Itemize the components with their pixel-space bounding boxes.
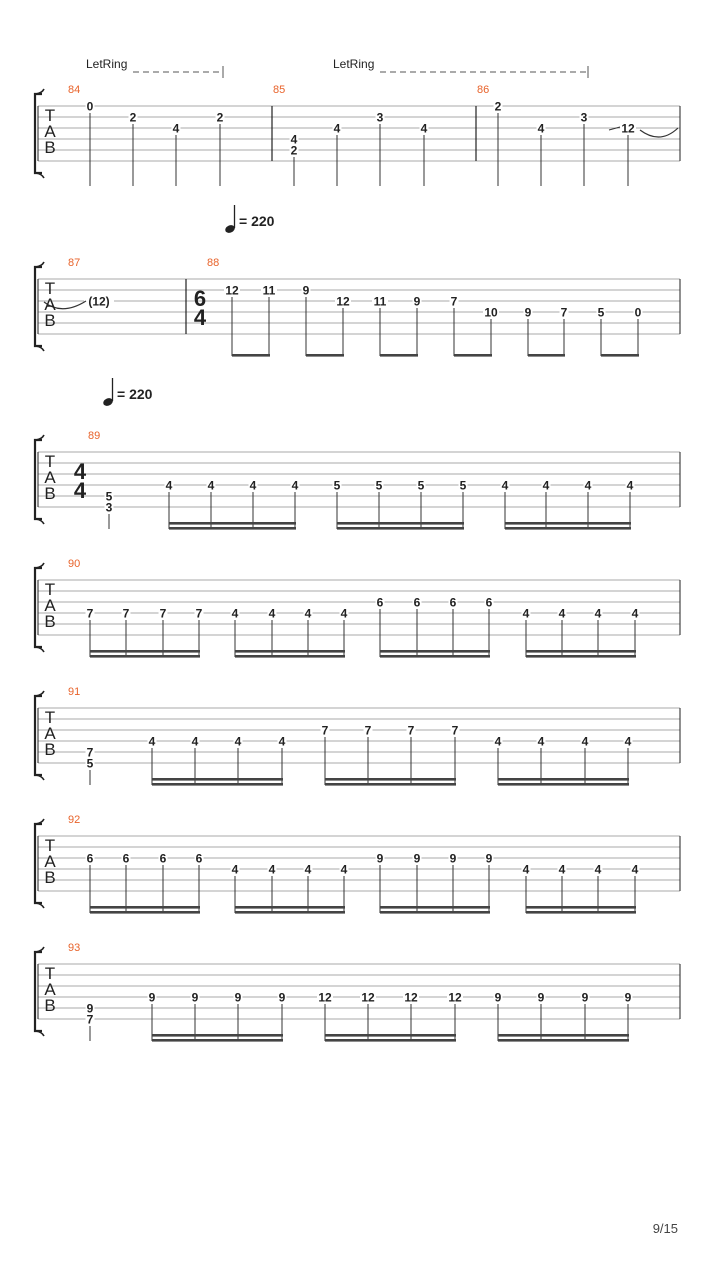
tab-clef-letter: B [44,996,56,1015]
fret-number: 5 [417,478,425,493]
fret-number: 5 [459,478,467,493]
bracket-hook [36,903,44,908]
fret-number: 2 [494,99,502,114]
fret-number: 7 [122,606,130,621]
fret-number: 4 [581,734,589,749]
fret-number: 4 [333,121,341,136]
tab-clef-letter: A [44,980,56,999]
bracket-hook [36,519,44,524]
beam [380,906,490,909]
tab-clef-letter: A [44,724,56,743]
fret-number: 7 [86,606,94,621]
beam [325,1034,456,1037]
bracket-hook [36,262,44,267]
fret-number: 4 [624,734,632,749]
staff-system-6 [35,819,680,914]
fret-number: 4 [631,606,639,621]
let-ring-label: LetRing [86,57,128,71]
bracket-hook [36,647,44,652]
fret-number: 7 [560,305,568,320]
bracket-hook [36,819,44,824]
fret-number: 6 [413,595,421,610]
beam [337,522,464,525]
tab-clef-letter: B [44,740,56,759]
beam [380,354,418,357]
beam [152,1039,283,1042]
fret-number: 4 [172,121,180,136]
tab-clef-letter: T [44,452,56,471]
fret-number: 4 [231,862,239,877]
bar-number: 91 [68,686,81,698]
tab-clef-letter: B [44,311,56,330]
tab-clef-letter: T [44,836,56,855]
beam [169,527,296,530]
bracket-hook [36,435,44,440]
fret-number: 12 [225,283,239,298]
fret-number: 4 [558,606,566,621]
fret-number: 4 [290,132,298,147]
fret-number: 7 [159,606,167,621]
beam [601,354,639,357]
tab-clef-letter: A [44,468,56,487]
beam [526,906,636,909]
fret-number: 4 [537,121,545,136]
fret-number: 6 [485,595,493,610]
fret-number: 2 [290,143,298,158]
bracket-hook [36,346,44,351]
fret-number: 6 [376,595,384,610]
beam [325,783,456,786]
beam [380,655,490,658]
fret-number: 4 [340,606,348,621]
fret-number: 11 [262,283,276,298]
fret-number: 9 [537,990,545,1005]
tab-clef-letter: B [44,612,56,631]
bracket-hook [36,947,44,952]
beam [505,527,631,530]
bar-number: 90 [68,558,81,570]
time-signature-bottom: 4 [193,305,207,330]
beam [454,354,492,357]
beam [90,906,200,909]
tab-clef-letter: A [44,122,56,141]
staff-system-2 [35,205,680,357]
fret-number: 6 [449,595,457,610]
beam [152,778,283,781]
fret-number: 6 [159,851,167,866]
fret-number: 10 [484,305,498,320]
tab-clef-letter: B [44,138,56,157]
fret-number: 9 [449,851,457,866]
fret-number: 4 [494,734,502,749]
time-signature-top: 6 [193,286,207,311]
fret-number: 9 [494,990,502,1005]
time-signature-top: 4 [73,459,87,484]
fret-number: 4 [340,862,348,877]
fret-number: 9 [376,851,384,866]
beam [380,911,490,914]
beam [325,1039,456,1042]
fret-number: 7 [451,723,459,738]
staff-system-1 [35,66,680,186]
fret-number: 4 [522,862,530,877]
tempo-value: = 220 [117,386,153,402]
tab-clef-letter: A [44,852,56,871]
fret-number: 4 [594,862,602,877]
tab-clef-letter: T [44,580,56,599]
fret-number: 4 [165,478,173,493]
beam [152,1034,283,1037]
fret-number: 9 [413,851,421,866]
fret-number: 9 [86,1001,94,1016]
fret-number: 4 [584,478,592,493]
tab-clef-letter: T [44,964,56,983]
fret-number: 4 [268,862,276,877]
fret-number: 7 [321,723,329,738]
fret-number: 9 [581,990,589,1005]
beam [526,650,636,653]
bracket-hook [36,563,44,568]
fret-number: 4 [249,478,257,493]
beam [90,655,200,658]
fret-number: 12 [404,990,418,1005]
beam [526,655,636,658]
fret-number: 9 [485,851,493,866]
fret-number: 12 [361,990,375,1005]
fret-number: 4 [231,606,239,621]
fret-number: (12) [88,294,110,309]
fret-number: 5 [597,305,605,320]
fret-number: 3 [376,110,384,125]
fret-number: 11 [373,294,387,309]
fret-number: 4 [291,478,299,493]
beam [90,911,200,914]
tie-arc [640,128,678,137]
bracket-hook [36,691,44,696]
fret-number: 9 [413,294,421,309]
bar-number: 86 [477,84,490,96]
fret-number: 0 [634,305,642,320]
bracket-hook [36,173,44,178]
beam [152,783,283,786]
tempo-value: = 220 [239,213,275,229]
fret-number: 12 [621,121,635,136]
fret-number: 9 [191,990,199,1005]
beam [337,527,464,530]
fret-number: 7 [450,294,458,309]
bracket-hook [36,89,44,94]
bracket-hook [36,775,44,780]
let-ring-label: LetRing [333,57,375,71]
fret-number: 0 [86,99,94,114]
fret-number: 12 [448,990,462,1005]
fret-number: 9 [524,305,532,320]
fret-number: 4 [148,734,156,749]
beam [306,354,344,357]
page-number: 9/15 [652,1221,678,1236]
fret-number: 7 [86,745,94,760]
fret-number: 9 [624,990,632,1005]
beam [235,906,345,909]
fret-number: 2 [129,110,137,125]
fret-number: 4 [542,478,550,493]
fret-number: 4 [191,734,199,749]
beam [498,1034,629,1037]
beam [498,1039,629,1042]
tab-clef-letter: B [44,868,56,887]
fret-number: 4 [501,478,509,493]
beam [325,778,456,781]
fret-number: 4 [626,478,634,493]
beam [526,911,636,914]
fret-number: 4 [558,862,566,877]
beam [380,650,490,653]
bar-number: 85 [273,84,286,96]
fret-number: 5 [333,478,341,493]
beam [505,522,631,525]
beam [498,783,629,786]
beam [528,354,565,357]
bracket-hook [36,1031,44,1036]
tab-clef-letter: B [44,484,56,503]
fret-number: 9 [302,283,310,298]
fret-number: 6 [86,851,94,866]
bar-number: 92 [68,814,81,826]
tab-clef-letter: A [44,295,56,314]
fret-number: 9 [234,990,242,1005]
fret-number: 9 [278,990,286,1005]
bar-number: 93 [68,942,81,954]
fret-number: 4 [594,606,602,621]
fret-number: 7 [364,723,372,738]
fret-number: 4 [234,734,242,749]
fret-number: 7 [195,606,203,621]
staff-system-4 [35,563,680,658]
fret-number: 7 [86,1012,94,1027]
fret-number: 4 [420,121,428,136]
fret-number: 4 [207,478,215,493]
beam [235,655,345,658]
fret-number: 12 [336,294,350,309]
fret-number: 5 [105,489,113,504]
bar-number: 84 [68,84,81,96]
tab-clef-letter: T [44,279,56,298]
fret-number: 6 [122,851,130,866]
fret-number: 4 [537,734,545,749]
fret-number: 4 [631,862,639,877]
beam [169,522,296,525]
beam [232,354,270,357]
beam [498,778,629,781]
fret-number: 3 [580,110,588,125]
fret-number: 4 [304,606,312,621]
tab-clef-letter: A [44,596,56,615]
beam [235,911,345,914]
fret-number: 12 [318,990,332,1005]
fret-number: 3 [105,500,113,515]
beam [90,650,200,653]
bar-number: 87 [68,257,81,269]
fret-number: 4 [268,606,276,621]
fret-number: 9 [148,990,156,1005]
fret-number: 4 [278,734,286,749]
bar-number: 89 [88,430,101,442]
fret-number: 4 [304,862,312,877]
fret-number: 6 [195,851,203,866]
fret-number: 5 [375,478,383,493]
fret-number: 7 [407,723,415,738]
fret-number: 5 [86,756,94,771]
beam [235,650,345,653]
time-signature-bottom: 4 [73,478,87,503]
fret-number: 4 [522,606,530,621]
tab-clef-letter: T [44,106,56,125]
bar-number: 88 [207,257,220,269]
tab-clef-letter: T [44,708,56,727]
fret-number: 2 [216,110,224,125]
